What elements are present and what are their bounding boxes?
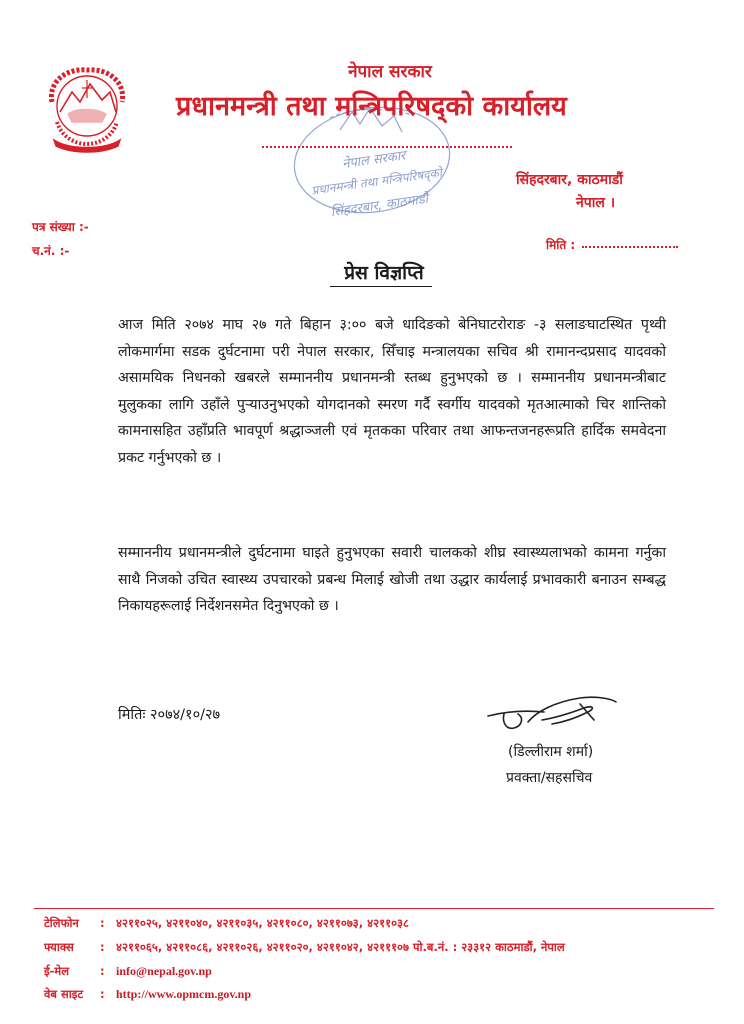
stamp-line-1: नेपाल सरकार	[341, 148, 407, 173]
email-link[interactable]: info@nepal.gov.np	[116, 964, 212, 978]
dispatch-number-label: च.नं. :-	[32, 244, 70, 258]
phone-value: ४२११०२५, ४२११०४०, ४२११०३५, ४२११०८०, ४२११०७३, ४२११०३८	[116, 916, 410, 930]
signature	[484, 692, 620, 738]
stamp-line-2: प्रधानमन्त्री तथा मन्त्रिपरिषद्को	[310, 165, 443, 198]
website-link[interactable]: http://www.opmcm.gov.np	[116, 987, 252, 1001]
government-name: नेपाल सरकार	[348, 62, 432, 82]
fax-value: ४२११०६५, ४२११०८६, ४२११०२६, ४२११०२०, ४२११०४२, ४२१११०७ पो.ब.नं. : २३३१२ काठमाडौं, नेपाल	[116, 940, 565, 954]
email-label: ई-मेल	[44, 964, 70, 978]
document-date: मितिः २०७४/१०/२७	[118, 707, 221, 723]
fax-separator: :	[100, 940, 105, 954]
phone-separator: :	[100, 916, 105, 930]
email-separator: :	[100, 964, 105, 978]
signatory-name: (डिल्लीराम शर्मा)	[508, 744, 594, 760]
fax-label: फ्याक्स	[44, 940, 74, 954]
signatory-title: प्रवक्ता/सहसचिव	[506, 770, 593, 786]
document-title: प्रेस विज्ञप्ति	[344, 262, 424, 284]
website-separator: :	[100, 987, 105, 1001]
stamp-line-3: सिंहदरबार, काठमाडौं	[329, 191, 430, 221]
address-line-1: सिंहदरबार, काठमाडौं	[516, 172, 623, 188]
address-line-2: नेपाल ।	[576, 195, 616, 211]
website-label: वेब साइट	[44, 987, 84, 1001]
footer-phone	[44, 916, 409, 931]
footer-website	[44, 987, 251, 1002]
letterhead-divider	[262, 146, 512, 148]
reference-number-label: पत्र संख्या :-	[32, 220, 89, 234]
body-paragraph-1: आज मिति २०७४ माघ २७ गते बिहान ३:०० बजे धादिङको बेनिघाटरोराङ -३ सलाङघाटस्थित पृथ्वी लोकमार्गमा सडक दुर्घटनामा परी नेपाल सरकार, सिँचाइ मन्त्रालयका सचिव श्री रामानन्दप्रसाद यादवको असामयिक निधनको खबरले सम्माननीय प्रधानमन्त्री स्तब्ध हुनुभएको छ । सम्माननीय प्रधानमन्त्रीबाट मुलुकका लागि उहाँले पुऱ्याउनुभएको योगदानको स्मरण गर्दै स्वर्गीय यादवको मृतआत्माको चिर शान्तिको कामनासहित उहाँप्रति भावपूर्ण श्रद्धाञ्जली एवं मृतकका परिवार तथा आफन्तजनहरूप्रति हार्दिक समवेदना प्रकट गर्नुभएको छ ।	[118, 317, 666, 466]
letter-date-label: मिति :	[546, 238, 576, 252]
footer-fax	[44, 940, 565, 955]
office-name: प्रधानमन्त्री तथा मन्त्रिपरिषद्को कार्यालय	[176, 91, 567, 122]
letter-date-blank	[582, 246, 678, 248]
footer-divider	[34, 908, 714, 909]
title-underline	[330, 286, 432, 287]
footer-email	[44, 964, 212, 979]
phone-label: टेलिफोन	[44, 916, 79, 930]
body-paragraph-2: सम्माननीय प्रधानमन्त्रीले दुर्घटनामा घाइते हुनुभएका सवारी चालकको शीघ्र स्वास्थ्यलाभको कामना गर्नुका साथै निजको उचित स्वास्थ्य उपचारको प्रबन्ध मिलाई खोजी तथा उद्धार कार्यलाई प्रभावकारी बनाउन सम्बद्ध निकायहरूलाई निर्देशनसमेत दिनुभएको छ ।	[118, 545, 666, 614]
